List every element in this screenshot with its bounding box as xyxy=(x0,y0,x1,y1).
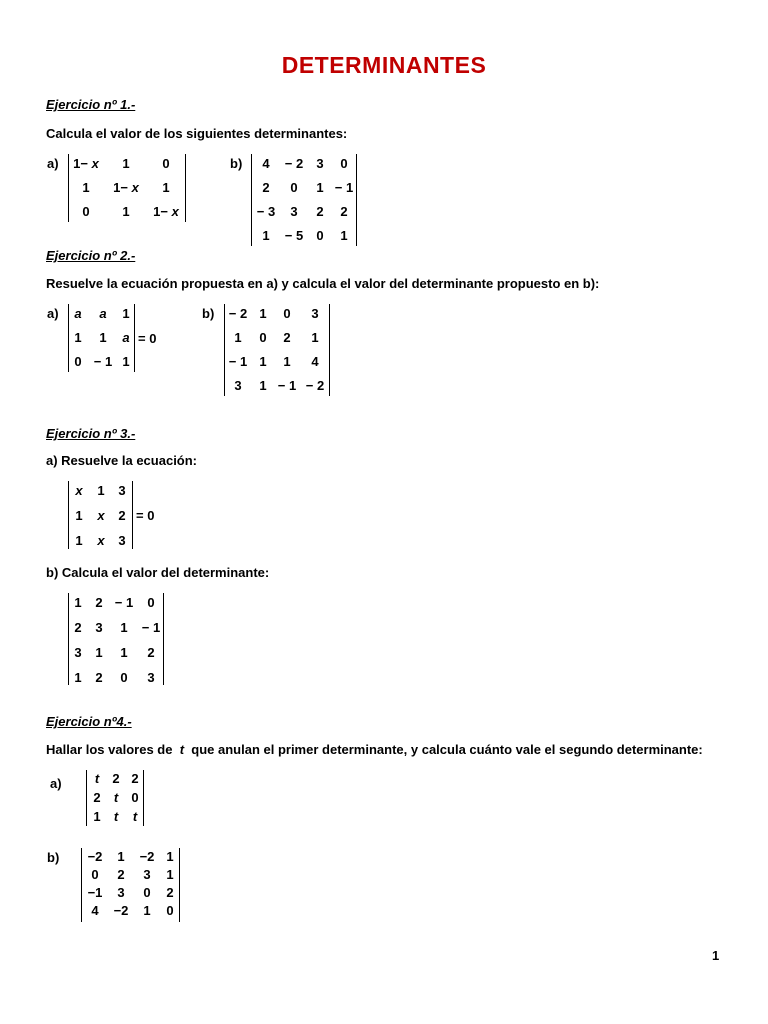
matrix-cell: 2 xyxy=(95,595,103,610)
matrix-cell: 1 xyxy=(122,306,130,321)
matrix-cell: 0 xyxy=(131,790,139,805)
matrix-cell: 2 xyxy=(118,508,126,523)
matrix-cell: t xyxy=(113,809,119,824)
matrix-cell: − 1 xyxy=(93,354,113,369)
matrix-cell: 1− x xyxy=(73,156,99,171)
matrix-cell: −2 xyxy=(113,903,129,918)
matrix-cell: 1 xyxy=(99,330,107,345)
matrix-cell: 1 xyxy=(166,849,174,864)
matrix-cell: 1 xyxy=(122,156,130,171)
matrix-cell: 1 xyxy=(143,903,151,918)
matrix-cell: 0 xyxy=(316,228,324,243)
statement-post: que anulan el primer determinante, y calcula cuánto vale el segundo determinante: xyxy=(191,742,703,757)
matrix-cell: − 1 xyxy=(114,595,134,610)
page-title: DETERMINANTES xyxy=(281,52,487,78)
matrix-cell: − 1 xyxy=(277,378,297,393)
exercise-3-b-statement: b) Calcula el valor del determinante: xyxy=(46,565,270,580)
matrix-cell: 1 xyxy=(93,809,101,824)
matrix-cell: 1 xyxy=(74,595,82,610)
matrix-cell: 3 xyxy=(117,885,125,900)
matrix-cell: −2 xyxy=(139,849,155,864)
matrix-cell: − 2 xyxy=(284,156,304,171)
matrix-cell: 0 xyxy=(162,156,170,171)
matrix-cell: 3 xyxy=(311,306,319,321)
matrix-cell: 1 xyxy=(82,180,90,195)
matrix-cell: 1 xyxy=(162,180,170,195)
matrix-cell: − 5 xyxy=(284,228,304,243)
exercise-1-heading: Ejercicio nº 1.- xyxy=(46,97,136,112)
exercise-1-b-label: b) xyxy=(230,156,243,171)
matrix-cell: t xyxy=(132,809,138,824)
exercise-4-a-label: a) xyxy=(50,776,62,791)
matrix-cell: 2 xyxy=(112,771,120,786)
matrix-cell: − 2 xyxy=(228,306,248,321)
exercise-4-a-determinant xyxy=(86,770,144,826)
matrix-cell: 1 xyxy=(120,645,128,660)
matrix-cell: 2 xyxy=(340,204,348,219)
exercise-2-b-determinant xyxy=(224,304,330,396)
matrix-cell: − 1 xyxy=(141,620,161,635)
exercise-3-b-determinant xyxy=(68,593,164,685)
matrix-cell: 2 xyxy=(74,620,82,635)
exercise-2-b-label: b) xyxy=(202,306,215,321)
matrix-cell: 1− x xyxy=(153,204,179,219)
matrix-cell: 3 xyxy=(147,670,155,685)
matrix-cell: 1 xyxy=(316,180,324,195)
matrix-cell: 1 xyxy=(340,228,348,243)
matrix-cell: 3 xyxy=(95,620,103,635)
matrix-cell: 0 xyxy=(290,180,298,195)
matrix-cell: 2 xyxy=(147,645,155,660)
matrix-cell: 3 xyxy=(143,867,151,882)
exercise-3-a-statement: a) Resuelve la ecuación: xyxy=(46,453,198,468)
matrix-cell: 3 xyxy=(234,378,242,393)
matrix-cell: 1 xyxy=(120,620,128,635)
matrix-cell: 0 xyxy=(340,156,348,171)
matrix-cell: 1 xyxy=(75,533,83,548)
matrix-cell: 1 xyxy=(95,645,103,660)
matrix-cell: 2 xyxy=(316,204,324,219)
matrix-cell: − 1 xyxy=(228,354,248,369)
exercise-3-heading: Ejercicio nº 3.- xyxy=(46,426,136,441)
matrix-cell: 0 xyxy=(147,595,155,610)
exercise-1-a-label: a) xyxy=(47,156,59,171)
matrix-cell: 1 xyxy=(74,670,82,685)
exercise-4-heading: Ejercicio nº4.- xyxy=(46,714,132,729)
matrix-cell: 1− x xyxy=(113,180,139,195)
matrix-cell: x xyxy=(75,483,83,498)
matrix-cell: a xyxy=(122,330,130,345)
matrix-cell: 1 xyxy=(262,228,270,243)
matrix-cell: 0 xyxy=(120,670,128,685)
matrix-cell: 3 xyxy=(316,156,324,171)
matrix-cell: 4 xyxy=(311,354,319,369)
matrix-cell: 3 xyxy=(118,533,126,548)
matrix-cell: 2 xyxy=(131,771,139,786)
exercise-1-a-determinant xyxy=(68,154,186,222)
exercise-3-a-equals: = 0 xyxy=(136,508,155,523)
matrix-cell: −2 xyxy=(87,849,103,864)
exercise-4-statement xyxy=(46,742,703,757)
matrix-cell: 2 xyxy=(117,867,125,882)
matrix-cell: 0 xyxy=(143,885,151,900)
exercise-2-a-label: a) xyxy=(47,306,59,321)
matrix-cell: t xyxy=(113,790,119,805)
matrix-cell: 0 xyxy=(91,867,99,882)
matrix-cell: 2 xyxy=(283,330,291,345)
matrix-cell: 1 xyxy=(75,508,83,523)
exercise-4-b-label: b) xyxy=(47,850,60,865)
matrix-cell: 3 xyxy=(74,645,82,660)
matrix-cell: 0 xyxy=(283,306,291,321)
page-number: 1 xyxy=(712,948,720,963)
exercise-3-a-determinant xyxy=(68,481,133,549)
matrix-cell: − 2 xyxy=(305,378,325,393)
matrix-cell: 1 xyxy=(234,330,242,345)
matrix-cell: x xyxy=(97,533,105,548)
matrix-cell: 2 xyxy=(95,670,103,685)
matrix-cell: 1 xyxy=(311,330,319,345)
matrix-cell: 0 xyxy=(166,903,174,918)
matrix-cell: 1 xyxy=(97,483,105,498)
exercise-2-statement: Resuelve la ecuación propuesta en a) y calcula el valor del determinante propuesto en b): xyxy=(46,276,600,291)
matrix-cell: 3 xyxy=(118,483,126,498)
matrix-cell: 4 xyxy=(91,903,99,918)
matrix-cell: 1 xyxy=(166,867,174,882)
matrix-cell: 3 xyxy=(290,204,298,219)
matrix-cell: 2 xyxy=(93,790,101,805)
matrix-cell: x xyxy=(97,508,105,523)
matrix-cell: 0 xyxy=(259,330,267,345)
exercise-2-heading: Ejercicio nº 2.- xyxy=(46,248,136,263)
exercise-2-a-determinant xyxy=(68,304,135,372)
exercise-2-a-equals: = 0 xyxy=(138,331,157,346)
matrix-cell: 0 xyxy=(82,204,90,219)
matrix-cell: − 3 xyxy=(256,204,276,219)
matrix-cell: 1 xyxy=(74,330,82,345)
statement-var: t xyxy=(179,742,185,757)
matrix-cell: t xyxy=(94,771,100,786)
matrix-cell: 1 xyxy=(259,306,267,321)
matrix-cell: 0 xyxy=(74,354,82,369)
matrix-cell: 1 xyxy=(122,354,130,369)
matrix-cell: 1 xyxy=(259,354,267,369)
matrix-cell: a xyxy=(74,306,82,321)
matrix-cell: −1 xyxy=(87,885,103,900)
matrix-cell: 1 xyxy=(122,204,130,219)
exercise-1-statement: Calcula el valor de los siguientes determinantes: xyxy=(46,126,348,141)
exercise-1-b-determinant xyxy=(251,154,357,246)
matrix-cell: 1 xyxy=(259,378,267,393)
matrix-cell: − 1 xyxy=(334,180,354,195)
matrix-cell: 2 xyxy=(166,885,174,900)
matrix-cell: a xyxy=(99,306,107,321)
statement-pre: Hallar los valores de xyxy=(46,742,173,757)
matrix-cell: 1 xyxy=(117,849,125,864)
matrix-cell: 4 xyxy=(262,156,270,171)
exercise-4-b-determinant xyxy=(81,848,180,922)
matrix-cell: 1 xyxy=(283,354,291,369)
matrix-cell: 2 xyxy=(262,180,270,195)
